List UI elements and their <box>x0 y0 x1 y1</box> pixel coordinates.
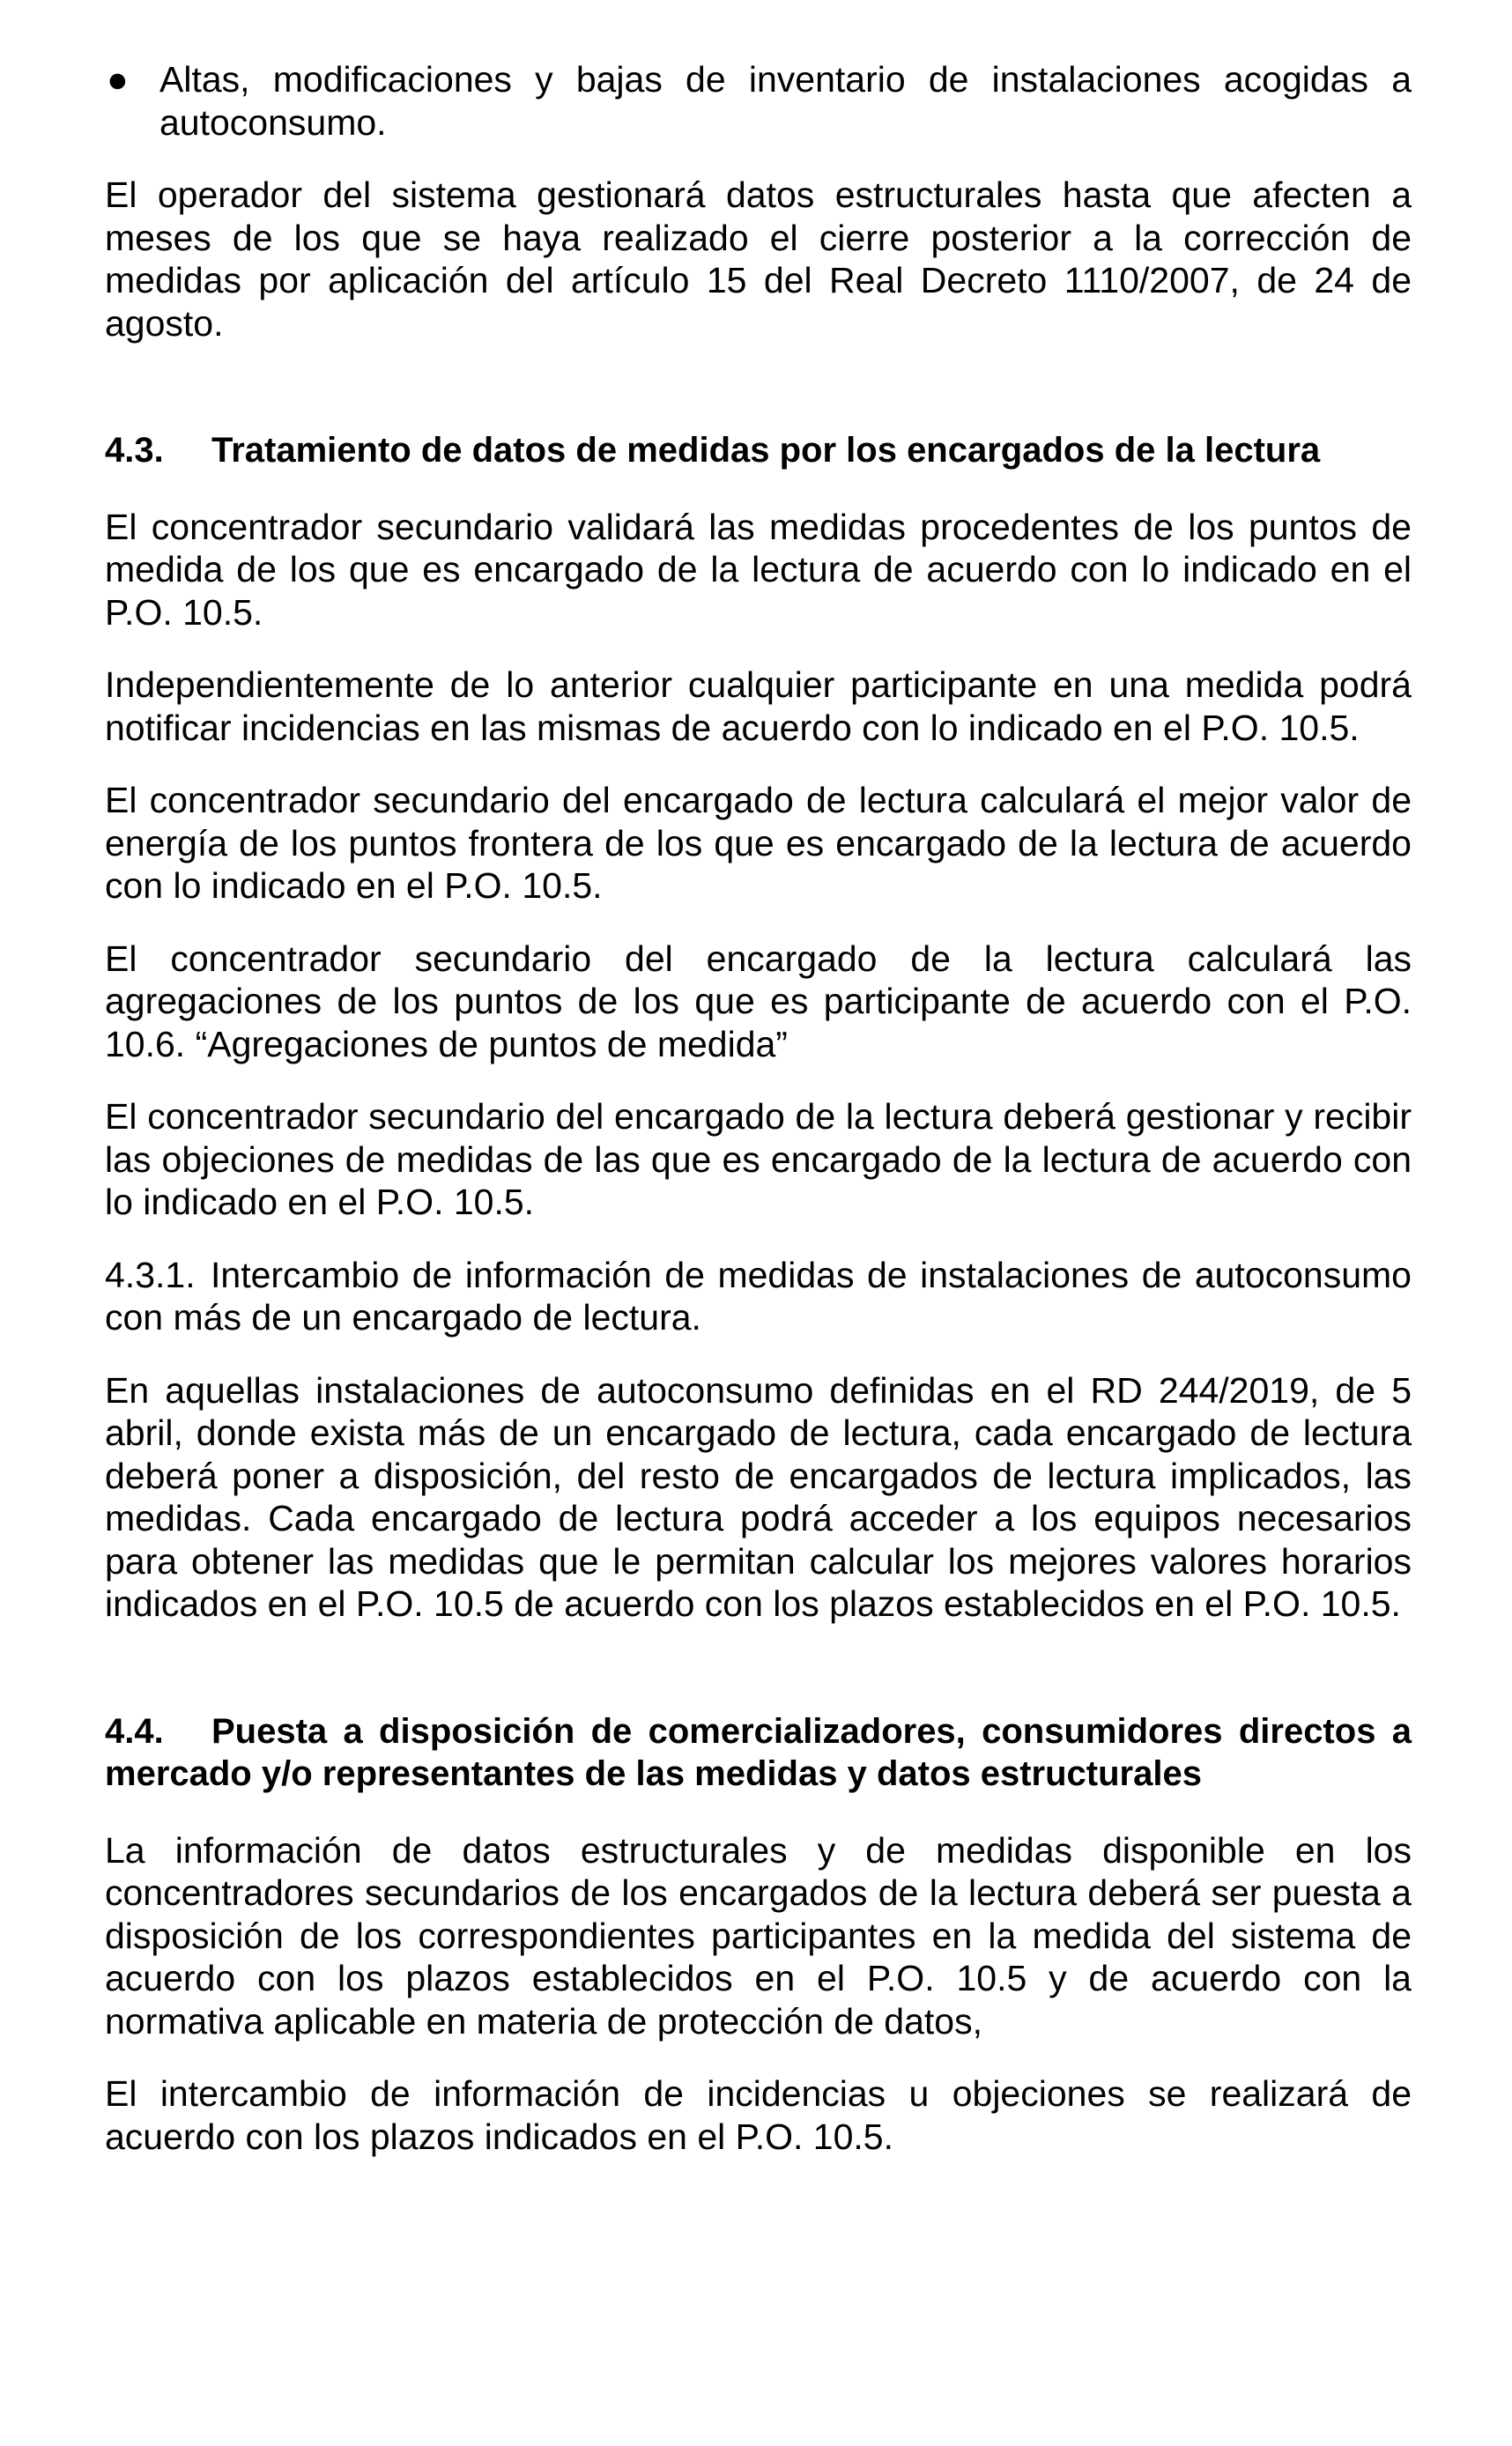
section-4-3-number: 4.3. <box>105 431 164 470</box>
bullet-item <box>105 58 1412 144</box>
section-4-3-1-title: Intercambio de información de medidas de instalaciones de autoconsumo con más de un encargado de lectura. <box>105 1254 1412 1338</box>
section-4-3-title: Tratamiento de datos de medidas por los encargados de la lectura <box>211 431 1321 470</box>
section-4-4-paragraph-2: El intercambio de información de incidencias u objeciones se realizará de acuerdo con los plazos indicados en el P.O. 10.5. <box>105 2073 1412 2157</box>
intro-paragraph: El operador del sistema gestionará datos estructurales hasta que afecten a meses de los que se haya realizado el cierre posterior a la corrección de medidas por aplicación del artículo 15 del Real Decreto 1110/2007, de 24 de agosto. <box>105 174 1412 344</box>
bullet-text: Altas, modificaciones y bajas de inventario de instalaciones acogidas a autoconsumo. <box>159 59 1412 143</box>
section-4-4-heading <box>105 1710 1412 1796</box>
section-4-4-paragraph-1: La información de datos estructurales y de medidas disponible en los concentradores secundarios de los encargados de la lectura deberá ser puesta a disposición de los correspondientes participantes en la medida del sistema de acuerdo con los plazos establecidos en el P.O. 10.5 y de acuerdo con la normativa aplicable en materia de protección de datos, <box>105 1829 1412 2042</box>
section-4-3-1-heading <box>105 1254 1412 1339</box>
section-4-3-paragraph-5: El concentrador secundario del encargado de la lectura deberá gestionar y recibir las objeciones de medidas de las que es encargado de la lectura de acuerdo con lo indicado en el P.O. 10.5. <box>105 1096 1412 1222</box>
bullet-icon: ● <box>107 59 129 100</box>
document-page <box>105 58 1412 2158</box>
section-4-3-1-paragraph-1: En aquellas instalaciones de autoconsumo definidas en el RD 244/2019, de 5 abril, donde exista más de un encargado de lectura, cada encargado de lectura deberá poner a disposición, del resto de encargados de lectura implicados, las medidas. Cada encargado de lectura podrá acceder a los equipos necesarios para obtener las medidas que le permitan calcular los mejores valores horarios indicados en el P.O. 10.5 de acuerdo con los plazos establecidos en el P.O. 10.5. <box>105 1369 1412 1624</box>
section-4-3-paragraph-2: Independientemente de lo anterior cualquier participante en una medida podrá notificar incidencias en las mismas de acuerdo con lo indicado en el P.O. 10.5. <box>105 664 1412 748</box>
section-4-3-paragraph-1: El concentrador secundario validará las medidas procedentes de los puntos de medida de los que es encargado de la lectura de acuerdo con lo indicado en el P.O. 10.5. <box>105 506 1412 633</box>
section-4-3-1-number: 4.3.1. <box>105 1254 196 1295</box>
section-4-3-heading <box>105 429 1412 472</box>
section-4-4-number: 4.4. <box>105 1711 164 1751</box>
section-4-3-paragraph-3: El concentrador secundario del encargado de lectura calculará el mejor valor de energía de los puntos frontera de los que es encargado de la lectura de acuerdo con lo indicado en el P.O. 10.5. <box>105 780 1412 906</box>
section-4-4-title: Puesta a disposición de comercializadores, consumidores directos a mercado y/o representantes de las medidas y datos estructurales <box>105 1711 1412 1793</box>
section-4-3-paragraph-4: El concentrador secundario del encargado de la lectura calculará las agregaciones de los puntos de los que es participante de acuerdo con el P.O. 10.6. “Agregaciones de puntos de medida” <box>105 938 1412 1064</box>
